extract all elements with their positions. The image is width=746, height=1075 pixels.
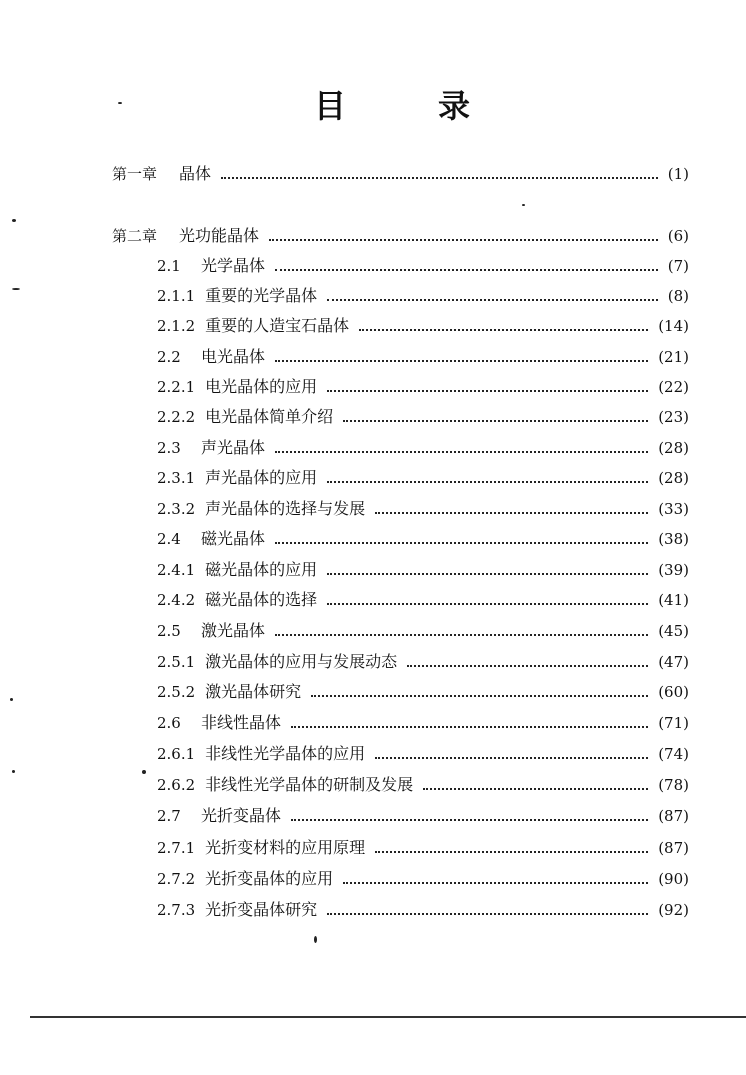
toc-entry — [157, 284, 689, 308]
toc-entry-label: 光学晶体 — [201, 256, 266, 275]
leader-dots — [275, 451, 648, 453]
leader-dots — [423, 788, 648, 790]
leader-dots — [275, 634, 648, 636]
toc-entry-label: 光折变晶体 — [201, 806, 282, 825]
scan-speck — [314, 936, 317, 943]
toc-entry — [157, 680, 689, 704]
toc-entry-page-number: (14) — [658, 317, 689, 335]
toc-entry-page-number: (21) — [658, 348, 689, 366]
leader-dots — [327, 299, 658, 301]
toc-entry-page-number: (7) — [667, 257, 689, 275]
toc-entry-label: 电光晶体的应用 — [205, 377, 318, 396]
toc-entry — [157, 314, 689, 338]
toc-entry — [157, 867, 689, 891]
toc-entry-number: 2.1 — [157, 257, 181, 275]
leader-dots — [343, 420, 648, 422]
toc-entry — [157, 650, 689, 674]
leader-dots — [407, 665, 648, 667]
toc-entry-label: 激光晶体研究 — [205, 682, 302, 701]
toc-entry — [157, 619, 689, 643]
toc-entry-label: 非线性光学晶体的应用 — [205, 744, 366, 763]
toc-entry-page-number: (41) — [658, 591, 689, 609]
toc-entry — [157, 558, 689, 582]
toc-entry — [157, 588, 689, 612]
leader-dots — [275, 542, 648, 544]
leader-dots — [375, 757, 648, 759]
toc-entry-number: 2.1.1 — [157, 287, 196, 305]
scan-speck — [12, 219, 16, 222]
toc-entry-number: 2.7 — [157, 807, 181, 825]
toc-entry — [157, 436, 689, 460]
toc-entry-number: 2.3.1 — [157, 469, 196, 487]
leader-dots — [327, 603, 648, 605]
toc-entry-number: 2.5.2 — [157, 683, 196, 701]
toc-entry-label: 非线性晶体 — [201, 713, 282, 732]
toc-entry-number: 2.7.1 — [157, 839, 196, 857]
toc-entry-label: 光功能晶体 — [179, 226, 260, 245]
toc-entry-label: 电光晶体 — [201, 347, 266, 366]
toc-entry-number: 2.7.3 — [157, 901, 196, 919]
toc-entry-page-number: (92) — [658, 901, 689, 919]
toc-entry-label: 光折变晶体的应用 — [205, 869, 334, 888]
toc-entry-label: 重要的光学晶体 — [205, 286, 318, 305]
leader-dots — [269, 239, 658, 241]
toc-entry-page-number: (33) — [658, 500, 689, 518]
toc-entry-page-number: (78) — [658, 776, 689, 794]
toc-entry — [157, 804, 689, 828]
toc-entry — [112, 224, 689, 248]
toc-entry-number: 2.6.1 — [157, 745, 196, 763]
toc-entry-page-number: (60) — [658, 683, 689, 701]
leader-dots — [327, 913, 648, 915]
toc-entry-number: 2.4 — [157, 530, 181, 548]
toc-entry — [157, 405, 689, 429]
toc-entry-page-number: (74) — [658, 745, 689, 763]
toc-entry-label: 声光晶体的应用 — [205, 468, 318, 487]
leader-dots — [327, 390, 648, 392]
toc-entry-number: 2.2 — [157, 348, 181, 366]
toc-entry-page-number: (45) — [658, 622, 689, 640]
toc-entry-number: 2.4.1 — [157, 561, 196, 579]
scan-speck — [522, 204, 525, 206]
toc-entry — [157, 466, 689, 490]
toc-entry — [157, 254, 689, 278]
toc-entry-label: 光折变晶体研究 — [205, 900, 318, 919]
toc-entry-number: 2.7.2 — [157, 870, 196, 888]
toc-entry-page-number: (23) — [658, 408, 689, 426]
toc-entry-number: 第一章 — [112, 165, 158, 183]
toc-entry-label: 电光晶体简单介绍 — [205, 407, 334, 426]
scan-speck — [142, 770, 146, 774]
toc-entry-number: 2.5 — [157, 622, 181, 640]
toc-entry-label: 重要的人造宝石晶体 — [205, 316, 350, 335]
toc-entry — [157, 345, 689, 369]
toc-entry-page-number: (38) — [658, 530, 689, 548]
toc-entry — [157, 375, 689, 399]
toc-entry-number: 2.1.2 — [157, 317, 196, 335]
leader-dots — [291, 726, 648, 728]
page-title — [0, 84, 746, 128]
toc-entry-page-number: (8) — [667, 287, 689, 305]
toc-entry-number: 2.2.2 — [157, 408, 196, 426]
leader-dots — [311, 695, 648, 697]
toc-entry-label: 声光晶体的选择与发展 — [205, 499, 366, 518]
leader-dots — [327, 573, 648, 575]
toc-entry-page-number: (87) — [658, 807, 689, 825]
toc-entry-label: 激光晶体 — [201, 621, 266, 640]
scan-speck — [10, 698, 13, 701]
toc-entry-number: 第二章 — [112, 227, 158, 245]
toc-entry-number: 2.6.2 — [157, 776, 196, 794]
toc-entry-page-number: (87) — [658, 839, 689, 857]
leader-dots — [343, 882, 648, 884]
toc-entry — [157, 898, 689, 922]
toc-entry — [157, 711, 689, 735]
toc-entry-page-number: (90) — [658, 870, 689, 888]
page-bottom-rule — [30, 1016, 746, 1018]
toc-entry — [112, 162, 689, 186]
toc-entry-page-number: (6) — [667, 227, 689, 245]
toc-entry-label: 磁光晶体 — [201, 529, 266, 548]
title-char-1: 目 — [314, 87, 347, 125]
toc-entry-page-number: (47) — [658, 653, 689, 671]
toc-entry-number: 2.4.2 — [157, 591, 196, 609]
leader-dots — [375, 512, 648, 514]
toc-entry-page-number: (1) — [667, 165, 689, 183]
toc-entry-page-number: (28) — [658, 469, 689, 487]
toc-entry — [157, 497, 689, 521]
toc-entry-page-number: (22) — [658, 378, 689, 396]
leader-dots — [291, 819, 648, 821]
toc-entry-label: 非线性光学晶体的研制及发展 — [205, 775, 414, 794]
leader-dots — [275, 360, 648, 362]
toc-entry-number: 2.6 — [157, 714, 181, 732]
toc-entry-page-number: (28) — [658, 439, 689, 457]
leader-dots — [359, 329, 648, 331]
toc-entry — [157, 527, 689, 551]
toc-entry-label: 磁光晶体的选择 — [205, 590, 318, 609]
leader-dots — [375, 851, 648, 853]
toc-entry — [157, 742, 689, 766]
toc-entry — [157, 836, 689, 860]
toc-entry-number: 2.3.2 — [157, 500, 196, 518]
toc-entry-number: 2.2.1 — [157, 378, 196, 396]
title-char-2: 录 — [438, 87, 471, 125]
toc-entry-label: 声光晶体 — [201, 438, 266, 457]
toc-entry-label: 激光晶体的应用与发展动态 — [205, 652, 398, 671]
leader-dots — [275, 269, 658, 271]
toc-entry-label: 磁光晶体的应用 — [205, 560, 318, 579]
toc-entry-page-number: (39) — [658, 561, 689, 579]
toc-entry-number: 2.5.1 — [157, 653, 196, 671]
scan-speck — [12, 288, 20, 290]
toc-entry-number: 2.3 — [157, 439, 181, 457]
leader-dots — [327, 481, 648, 483]
toc-entry-page-number: (71) — [658, 714, 689, 732]
toc-entry — [157, 773, 689, 797]
leader-dots — [221, 177, 658, 179]
toc-entry-label: 光折变材料的应用原理 — [205, 838, 366, 857]
toc-entry-label: 晶体 — [179, 164, 212, 183]
scan-speck — [118, 102, 122, 104]
scan-speck — [12, 770, 15, 773]
